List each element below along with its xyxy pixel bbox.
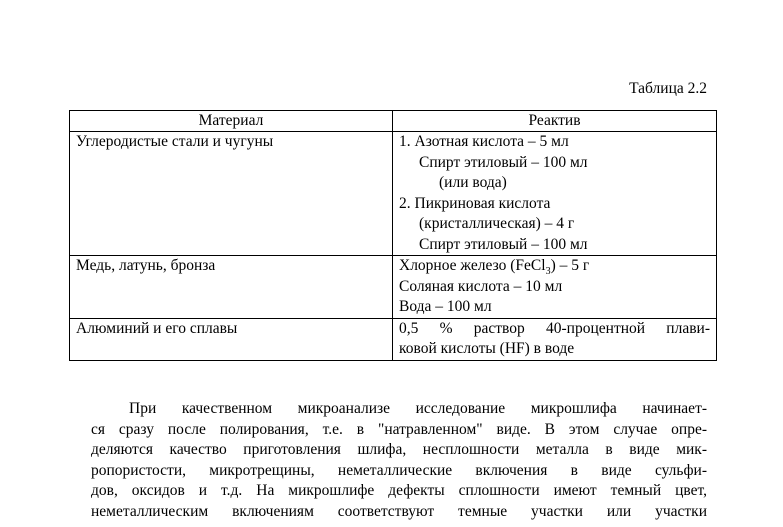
table-caption: Таблица 2.2 xyxy=(629,80,707,97)
reagent-line xyxy=(399,256,710,277)
reagent-cell xyxy=(393,256,717,319)
reagent-line: 0,5 % раствор 40-процентной плави- xyxy=(399,319,710,337)
reagent-line: Вода – 100 мл xyxy=(399,298,492,315)
material-cell: Медь, латунь, бронза xyxy=(70,256,393,319)
reagent-text: ) – 5 г xyxy=(550,257,590,274)
paragraph-line: ся сразу после полирования, т.е. в "натравленном" виде. В этом случае опре- xyxy=(91,420,707,438)
reagent-line: (или вода) xyxy=(439,174,507,191)
reagent-line: 1. Азотная кислота – 5 мл xyxy=(399,133,569,150)
reagent-cell xyxy=(393,132,717,256)
reagent-line: 2. Пикриновая кислота xyxy=(399,194,551,212)
reagent-line: ковой кислоты (HF) в воде xyxy=(399,340,575,357)
subscript: 3 xyxy=(545,266,551,278)
column-header-material: Материал xyxy=(70,111,393,132)
reagent-line: Спирт этиловый – 100 мл xyxy=(419,153,588,171)
table-row xyxy=(70,318,717,360)
material-cell: Углеродистые стали и чугуны xyxy=(70,132,393,256)
reagent-line: (кристаллическая) – 4 г xyxy=(419,215,575,232)
table-row xyxy=(70,256,717,319)
table-row xyxy=(70,132,717,256)
paragraph-line: При качественном микроанализе исследование микрошлифа начинает- xyxy=(129,400,707,417)
reagent-cell xyxy=(393,318,717,360)
reagent-text: Хлорное железо (FeCl xyxy=(399,257,546,274)
column-header-reagent: Реактив xyxy=(393,111,717,132)
paragraph-line: деляются качество приготовления шлифа, несплошности металла в виде мик- xyxy=(91,441,707,458)
body-paragraph xyxy=(91,399,707,522)
reagents-table xyxy=(69,110,717,361)
table-header-row xyxy=(70,111,717,132)
reagent-line: Спирт этиловый – 100 мл xyxy=(419,235,588,253)
paragraph-line: неметаллическим включениям соответствуют темные участки или участки xyxy=(91,502,707,520)
paragraph-line: ропористости, микротрещины, неметаллические включения в виде сульфи- xyxy=(91,461,707,479)
material-cell: Алюминий и его сплавы xyxy=(70,318,393,360)
reagent-line: Соляная кислота – 10 мл xyxy=(399,277,563,295)
paragraph-line: дов, оксидов и т.д. На микрошлифе дефекты сплошности имеют темный цвет, xyxy=(91,482,707,499)
